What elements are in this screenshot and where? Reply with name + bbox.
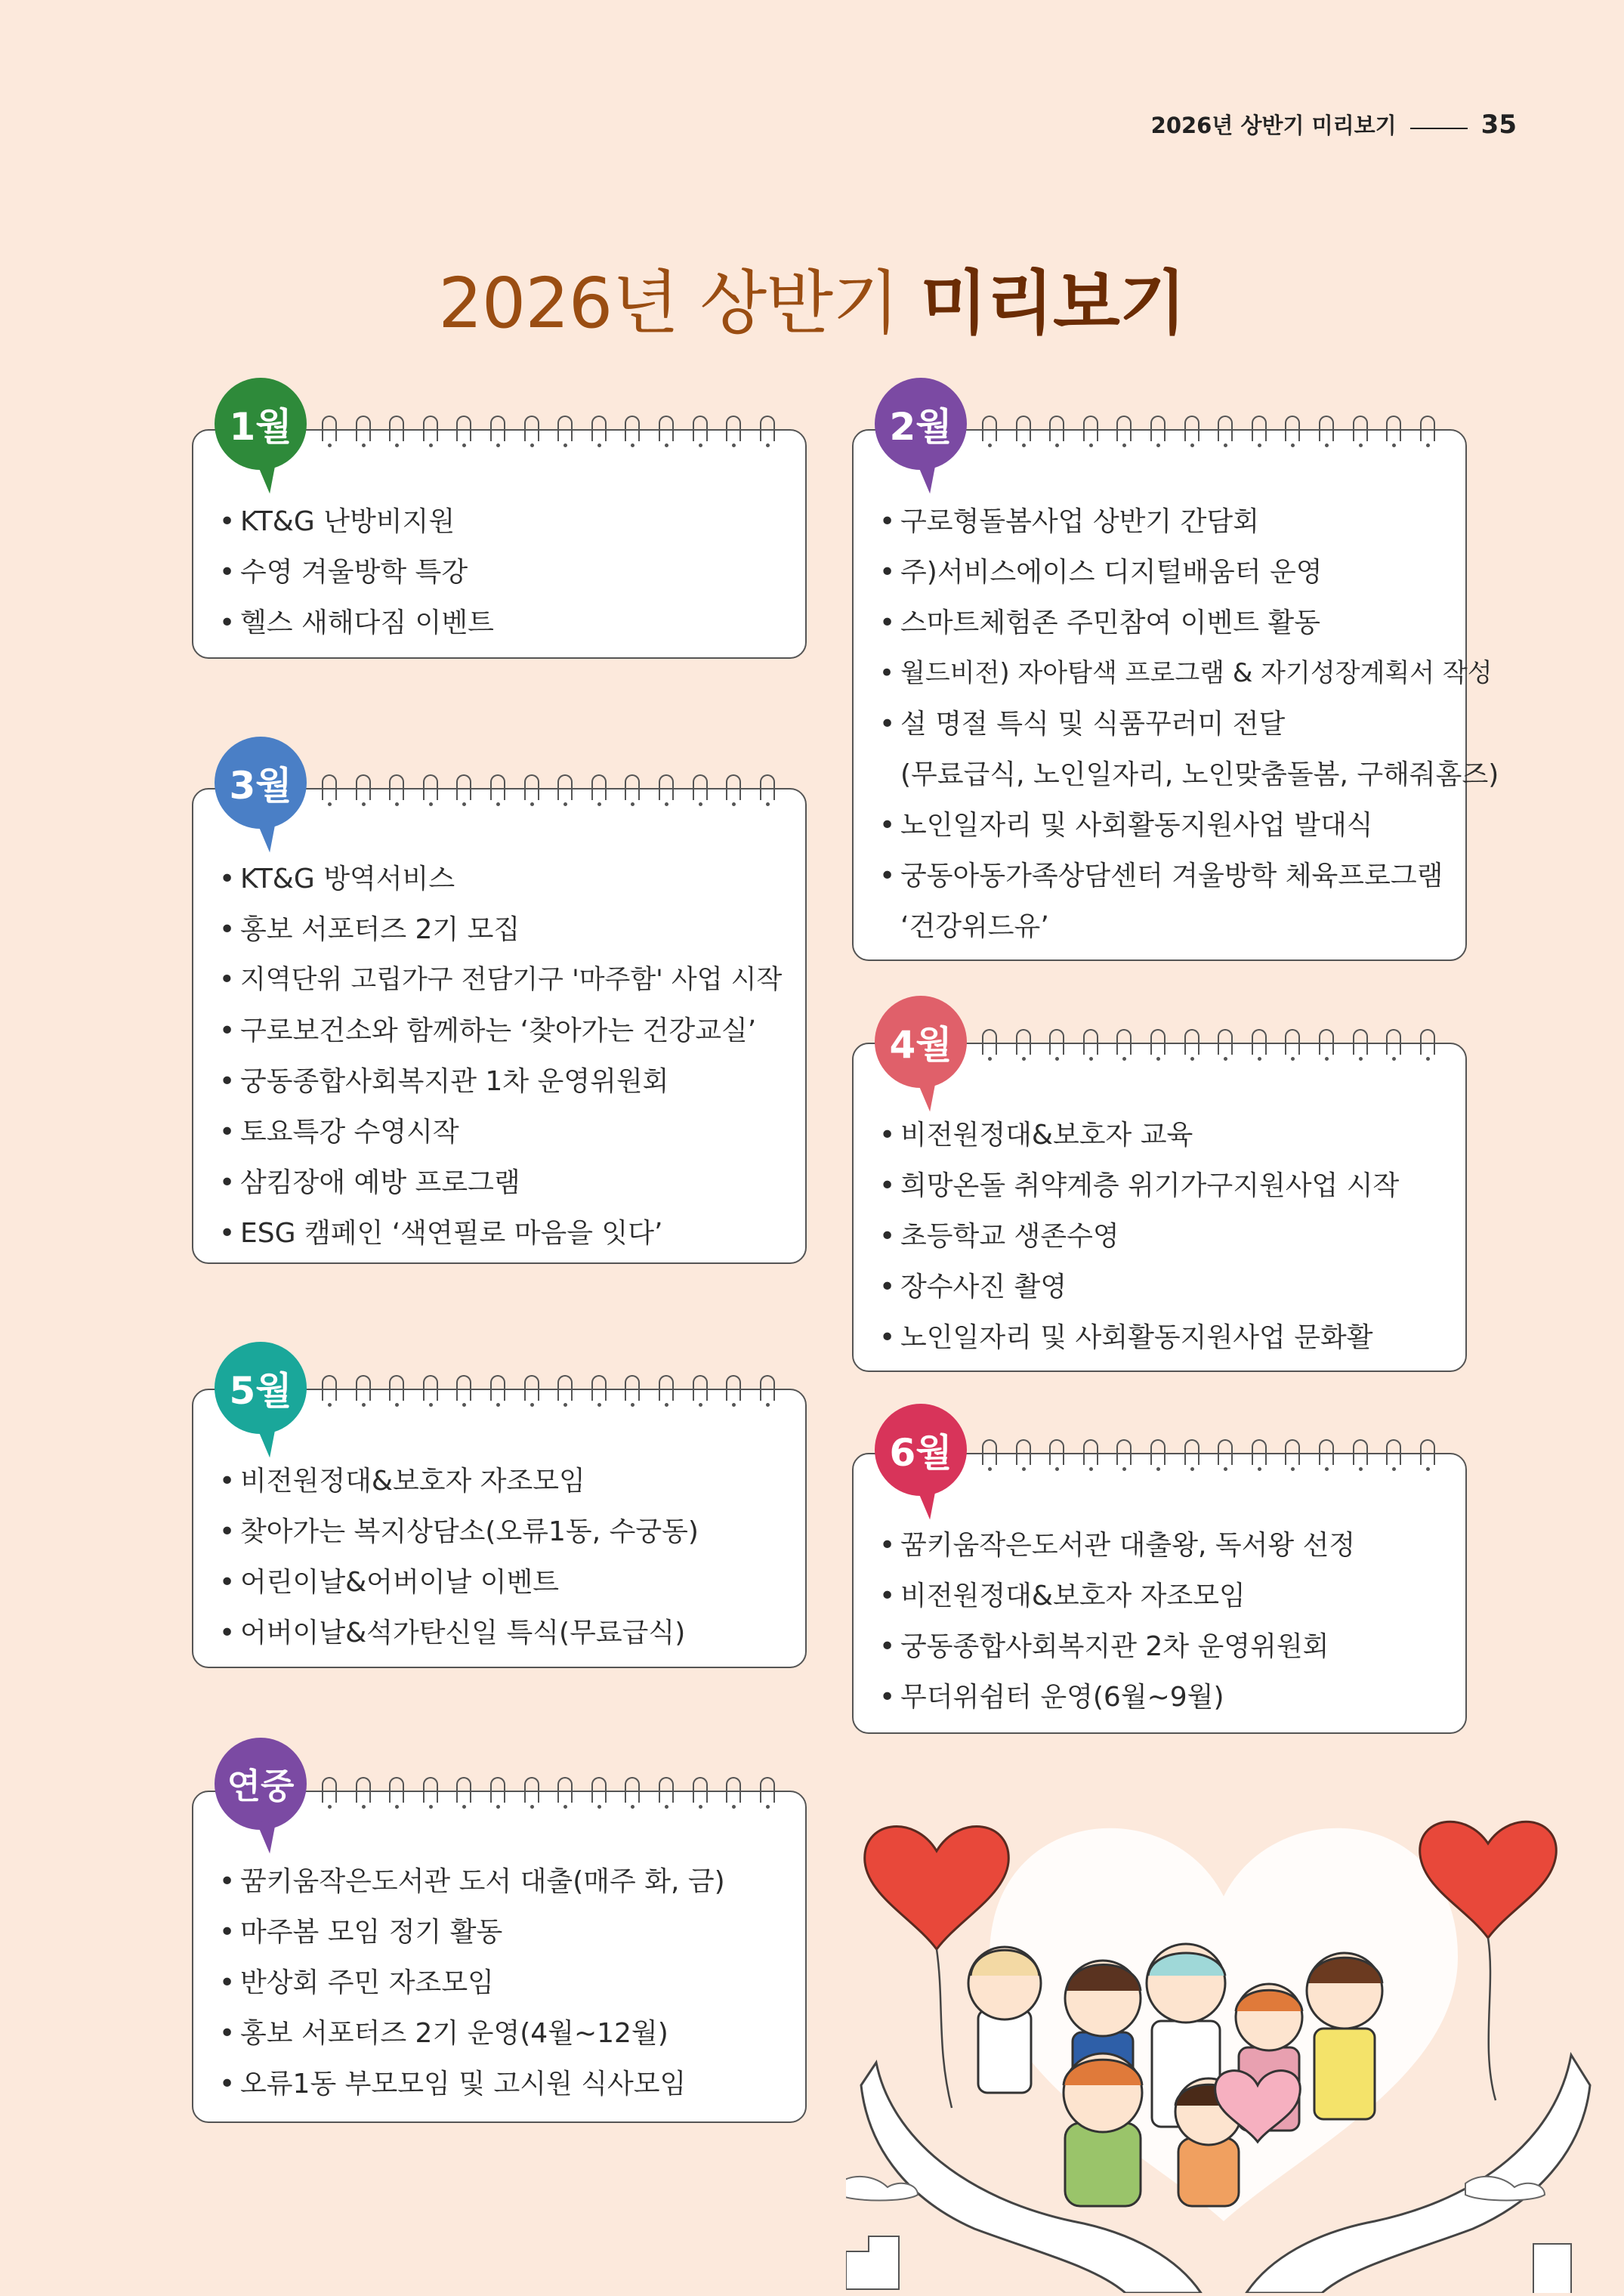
note-january [192, 378, 807, 659]
running-head-title: 2026년 상반기 미리보기 [1150, 113, 1397, 138]
list-item: • 마주봄 모임 정기 활동 [219, 1917, 503, 1948]
list-item: • ESG 캠페인 ‘색연필로 마음을 잇다’ [219, 1218, 663, 1249]
list-item: • 노인일자리 및 사회활동지원사업 발대식 [879, 810, 1373, 841]
house-icon [846, 2236, 899, 2289]
list-item: • 어린이날&어버이날 이벤트 [219, 1567, 560, 1598]
list-item: • 구로형돌봄사업 상반기 간담회 [879, 506, 1259, 537]
spiral-rings [322, 1777, 775, 1807]
note-year-round [192, 1738, 807, 2123]
month-badge-jun: 6월 [875, 1404, 967, 1496]
list-item: • 궁동종합사회복지관 1차 운영위원회 [219, 1066, 669, 1097]
list-item: • KT&G 난방비지원 [219, 506, 455, 537]
month-badge-year-round: 연중 [215, 1738, 307, 1830]
list-item: • 궁동종합사회복지관 2차 운영위원회 [879, 1631, 1329, 1662]
note-may [192, 1342, 807, 1668]
note-february [852, 378, 1499, 961]
month-badge-may: 5월 [215, 1342, 307, 1434]
list-item: • 꿈키움작은도서관 대출왕, 독서왕 선정 [879, 1530, 1356, 1561]
list-item-continuation: ‘건강위드유’ [900, 911, 1049, 942]
spiral-rings [982, 1029, 1435, 1059]
list-item: • 헬스 새해다짐 이벤트 [219, 607, 494, 638]
month-badge-apr: 4월 [875, 996, 967, 1088]
list-item: • 삼킴장애 예방 프로그램 [219, 1167, 520, 1198]
list-item: • 꿈키움작은도서관 도서 대출(매주 화, 금) [219, 1866, 725, 1897]
list-item: • 어버이날&석가탄신일 특식(무료급식) [219, 1618, 686, 1649]
list-item: • 설 명절 특식 및 식품꾸러미 전달 [879, 709, 1286, 740]
note-card [852, 1453, 1467, 1734]
illustration-svg [846, 1730, 1601, 2293]
list-item: • 주)서비스에이스 디지털배움터 운영 [879, 557, 1323, 588]
note-march [192, 737, 807, 1264]
list-item: • 홍보 서포터즈 2기 운영(4월~12월) [219, 2018, 668, 2049]
building-icon [1533, 2244, 1571, 2293]
list-item: • 무더위쉼터 운영(6월~9월) [879, 1682, 1224, 1713]
note-card [852, 1043, 1467, 1372]
list-item: • 초등학교 생존수영 [879, 1221, 1119, 1252]
note-card [192, 788, 807, 1264]
heart-balloon-left-icon [865, 1827, 1009, 1949]
note-card [852, 429, 1499, 961]
list-item: • 비전원정대&보호자 교육 [879, 1120, 1193, 1151]
spiral-rings [322, 1375, 775, 1405]
list-item: • 궁동아동가족상담센터 겨울방학 체육프로그램 [879, 861, 1443, 892]
list-item: • KT&G 방역서비스 [219, 864, 455, 895]
list-item: • 노인일자리 및 사회활동지원사업 문화활 [879, 1322, 1373, 1353]
note-card [192, 429, 807, 659]
spiral-rings [982, 416, 1435, 446]
page-number: 35 [1480, 109, 1517, 140]
month-badge-jan: 1월 [215, 378, 307, 470]
list-item: • 비전원정대&보호자 자조모임 [879, 1581, 1246, 1612]
list-item: • 구로보건소와 함께하는 ‘찾아가는 건강교실’ [219, 1015, 757, 1046]
page-title-normal: 2026년 상반기 [438, 263, 921, 344]
list-item: • 장수사진 촬영 [879, 1272, 1067, 1303]
spiral-rings [322, 774, 775, 805]
running-head [1151, 109, 1517, 140]
list-item: • 반상회 주민 자조모임 [219, 1967, 494, 1998]
page-title-strong: 미리보기 [920, 263, 1186, 344]
family-hands-illustration [846, 1730, 1601, 2293]
list-item: • 홍보 서포터즈 2기 모집 [219, 914, 520, 945]
list-item: • 수영 겨울방학 특강 [219, 557, 468, 588]
running-head-rule [1410, 128, 1468, 129]
month-badge-feb: 2월 [875, 378, 967, 470]
list-item: • 월드비전) 자아탐색 프로그램 & 자기성장계획서 작성 [879, 658, 1493, 688]
page-title [0, 248, 1624, 348]
list-item: • 비전원정대&보호자 자조모임 [219, 1466, 585, 1497]
list-item: • 오류1동 부모모임 및 고시원 식사모임 [219, 2069, 687, 2100]
spiral-rings [322, 416, 775, 446]
list-item: • 스마트체험존 주민참여 이벤트 활동 [879, 607, 1320, 638]
note-card [192, 1389, 807, 1668]
note-june [852, 1404, 1467, 1734]
list-item: • 지역단위 고립가구 전담기구 '마주함' 사업 시작 [219, 965, 783, 995]
list-item: • 희망온돌 취약계층 위기가구지원사업 시작 [879, 1170, 1400, 1201]
spiral-rings [982, 1439, 1435, 1469]
note-april [852, 996, 1467, 1372]
month-badge-mar: 3월 [215, 737, 307, 829]
list-item: • 토요특강 수영시작 [219, 1117, 459, 1148]
list-item: • 찾아가는 복지상담소(오류1동, 수궁동) [219, 1516, 699, 1547]
list-item-continuation: (무료급식, 노인일자리, 노인맞춤돌봄, 구해줘홈즈) [900, 759, 1499, 790]
note-card [192, 1791, 807, 2123]
